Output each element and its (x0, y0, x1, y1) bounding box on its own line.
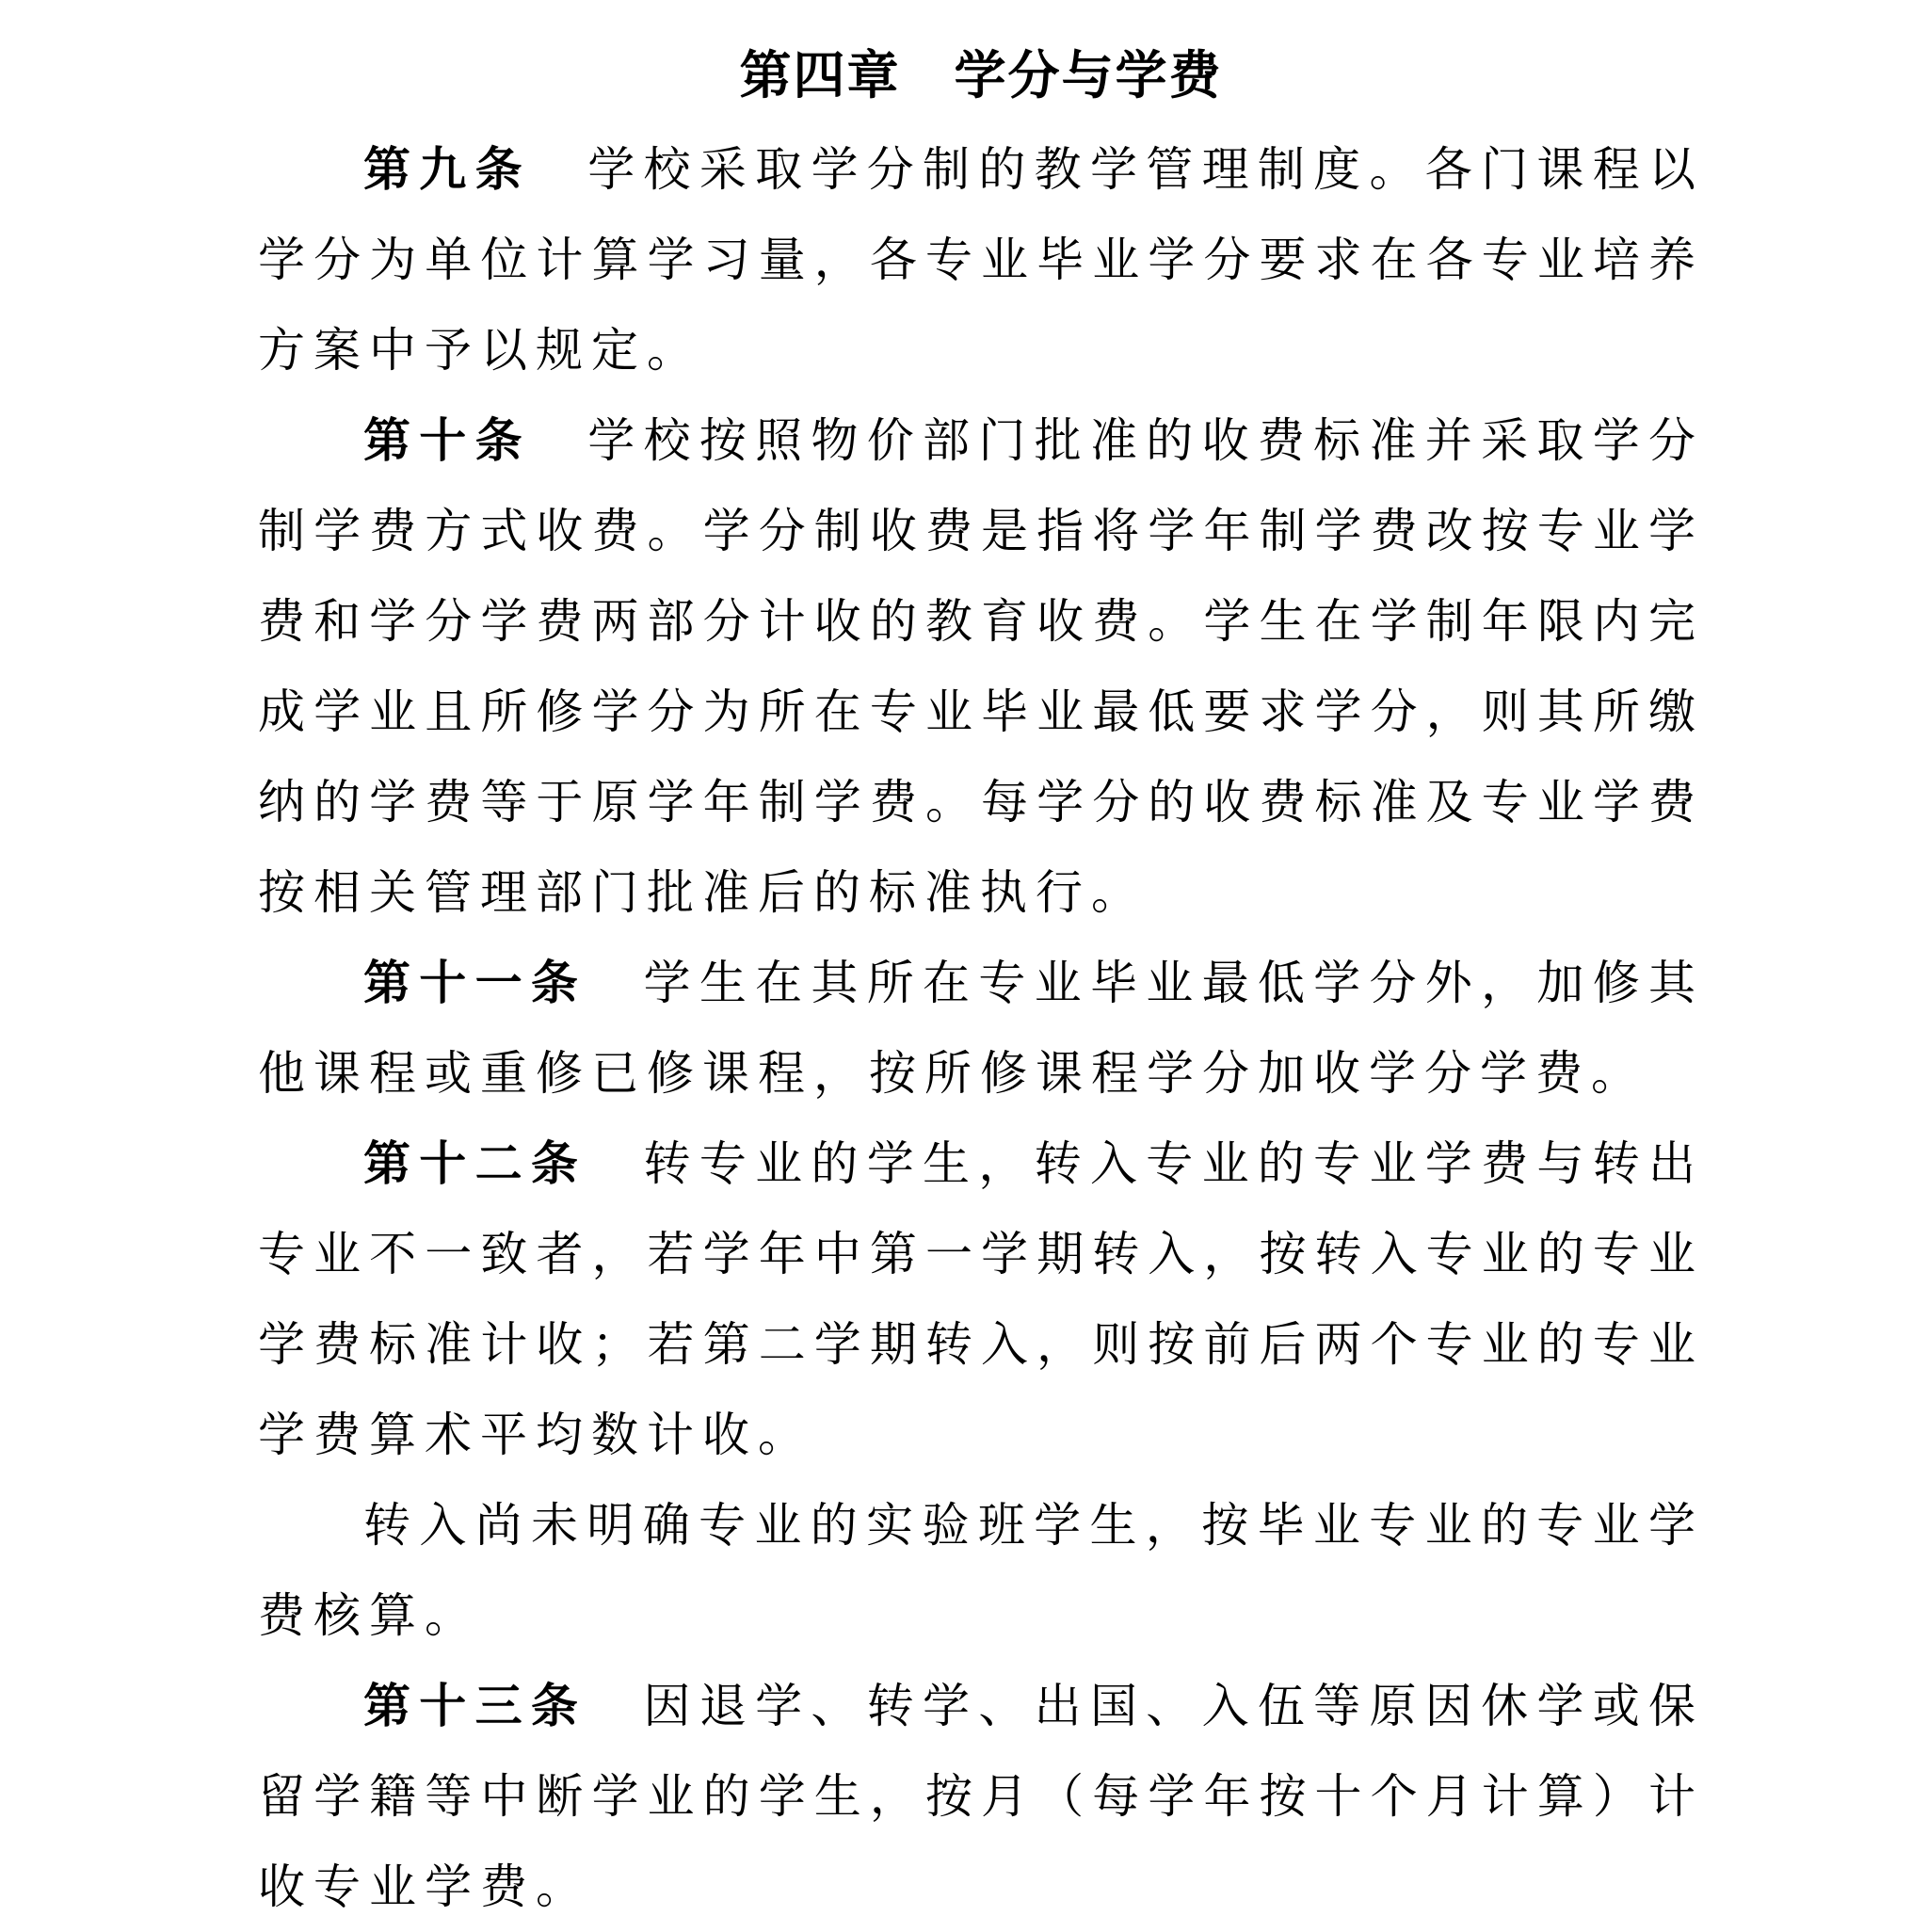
article-number: 第十三条 (363, 1678, 587, 1733)
article-text: 转入尚未明确专业的实验班学生，按毕业专业的专业学费核算。 (258, 1498, 1704, 1643)
article-number: 第十条 (363, 412, 531, 468)
article-number: 第十二条 (363, 1135, 587, 1191)
chapter-title: 第四章 学分与学费 (739, 45, 1223, 105)
document-page (258, 0, 1704, 1932)
article-text: 学校按照物价部门批准的收费标准并采取学分制学费方式收费。学分制收费是指将学年制学费改按专业学费和学分学费两部分计收的教育收费。学生在学制年限内完成学业且所修学分为所在专业毕业最低要求学分，则其所缴纳的学费等于原学年制学费。每学分的收费标准及专业学费按相关管理部门批准后的标准执行。 (258, 413, 1705, 920)
article-13 (258, 1661, 1704, 1932)
article-number: 第九条 (363, 141, 531, 197)
article-text: 转专业的学生，转入专业的专业学费与转出专业不一致者，若学年中第一学期转入，按转入专业的专业学费标准计收；若第二学期转入，则按前后两个专业的专业学费算术平均数计收。 (258, 1136, 1705, 1462)
article-9 (258, 124, 1704, 395)
article-number: 第十一条 (363, 955, 587, 1010)
article-12 (258, 1119, 1704, 1480)
article-text: 学校采取学分制的教学管理制度。各门课程以学分为单位计算学习量，各专业毕业学分要求在各专业培养方案中予以规定。 (258, 142, 1705, 378)
article-text: 因退学、转学、出国、入伍等原因休学或保留学籍等中断学业的学生，按月（每学年按十个月计算）计收专业学费。 (258, 1679, 1705, 1914)
article-11 (258, 938, 1704, 1119)
article-text: 学生在其所在专业毕业最低学分外，加修其他课程或重修已修课程，按所修课程学分加收学分学费。 (258, 956, 1705, 1101)
article-10 (258, 395, 1704, 938)
article-12-continuation (258, 1480, 1704, 1661)
